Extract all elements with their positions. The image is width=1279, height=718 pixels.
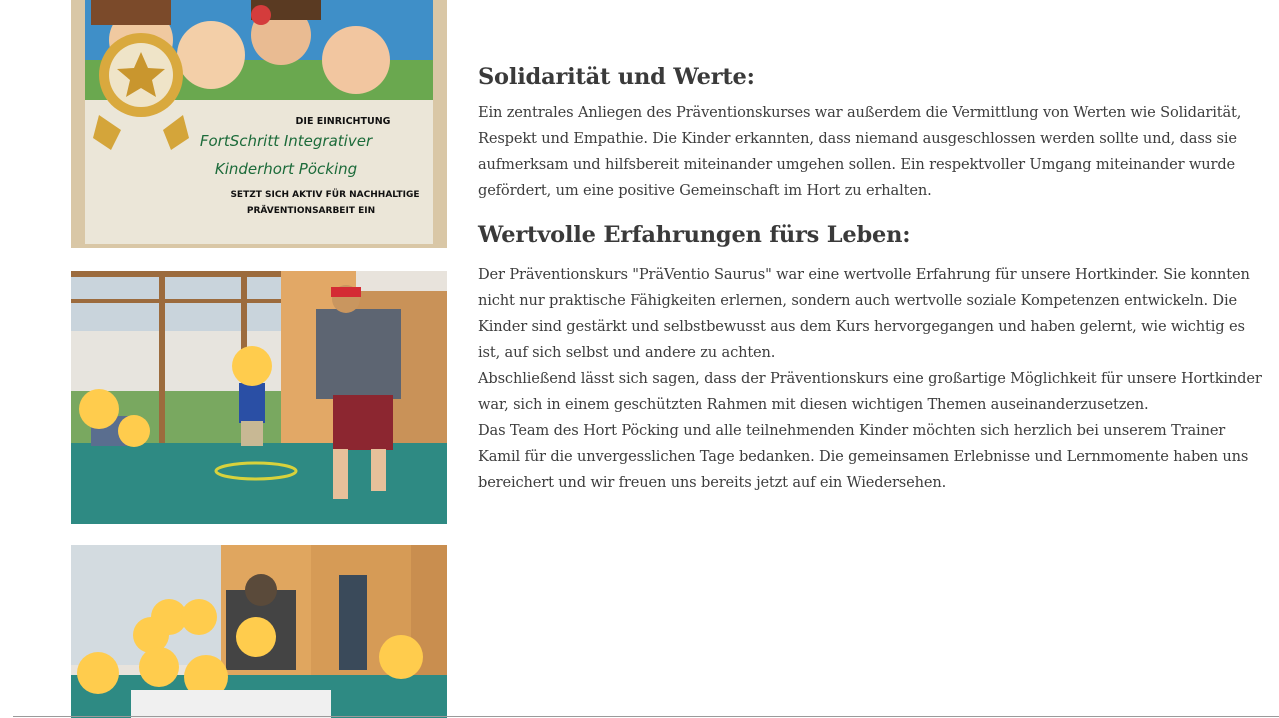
child-face-emoji-icon: [181, 599, 217, 635]
section-paragraph: Ein zentrales Anliegen des Präventionskurses war außerdem die Vermittlung von Werten wie Solidarität, Respekt und Empathie. Die Kinder erkannten, dass niemand ausgeschlossen werden sollte und, dass sie aufmerksam und hilfsbereit miteinander umgehen sollen. Ein respektvoller Umgang miteinander wurde gefördert, um eine positive Gemeinschaft im Hort zu erhalten.: [478, 104, 1242, 199]
section-paragraph: Abschließend lässt sich sagen, dass der Präventionskurs eine großartige Möglichkeit für unsere Hortkinder war, sich in einem geschützten Rahmen mit diesen wichtigen Themen auseinanderzusetzen.: [478, 370, 1262, 413]
section-heading-erfahrungen: Wertvolle Erfahrungen fürs Leben:: [478, 222, 911, 248]
svg-text:Kinderhort Pöcking: Kinderhort Pöcking: [214, 160, 358, 178]
child-face-emoji-icon: [236, 617, 276, 657]
section-paragraph: Das Team des Hort Pöcking und alle teilnehmenden Kinder möchten sich herzlich bei unserem Trainer Kamil für die unvergesslichen Tage bedanken. Die gemeinsamen Erlebnisse und Lernmomente haben uns bereichert und wir freuen uns bereits jetzt auf ein Wiedersehen.: [478, 422, 1249, 491]
child-face-emoji-icon: [79, 389, 119, 429]
child-face-emoji-icon: [379, 635, 423, 679]
svg-text:DIE EINRICHTUNG: DIE EINRICHTUNG: [295, 116, 391, 127]
svg-text:FortSchritt Integrativer: FortSchritt Integrativer: [199, 132, 373, 150]
child-face-emoji-icon: [139, 647, 179, 687]
section-heading-solidaritaet: Solidarität und Werte:: [478, 64, 755, 90]
certificate-photo: [71, 0, 447, 248]
article-content: [478, 60, 1268, 496]
child-face-emoji-icon: [77, 652, 119, 694]
group-photo: [71, 545, 447, 718]
gym-room-photo: [71, 271, 447, 524]
svg-text:SETZT SICH AKTIV FÜR NACHHALTI: SETZT SICH AKTIV FÜR NACHHALTIGE: [230, 190, 420, 200]
section-paragraph: Der Präventionskurs "PräVentio Saurus" war eine wertvolle Erfahrung für unsere Hortkinder. Sie konnten nicht nur praktische Fähigkeiten erlernen, sondern auch wertvolle soziale Kompetenzen entwickeln. Die Kinder sind gestärkt und selbstbewusst aus dem Kurs hervorgegangen und haben gelernt, wie wichtig es ist, auf sich selbst und andere zu achten.: [478, 266, 1250, 361]
child-face-emoji-icon: [118, 415, 150, 447]
page-divider: [13, 716, 1279, 717]
svg-text:PRÄVENTIONSARBEIT EIN: PRÄVENTIONSARBEIT EIN: [246, 206, 376, 216]
child-face-emoji-icon: [232, 346, 272, 386]
